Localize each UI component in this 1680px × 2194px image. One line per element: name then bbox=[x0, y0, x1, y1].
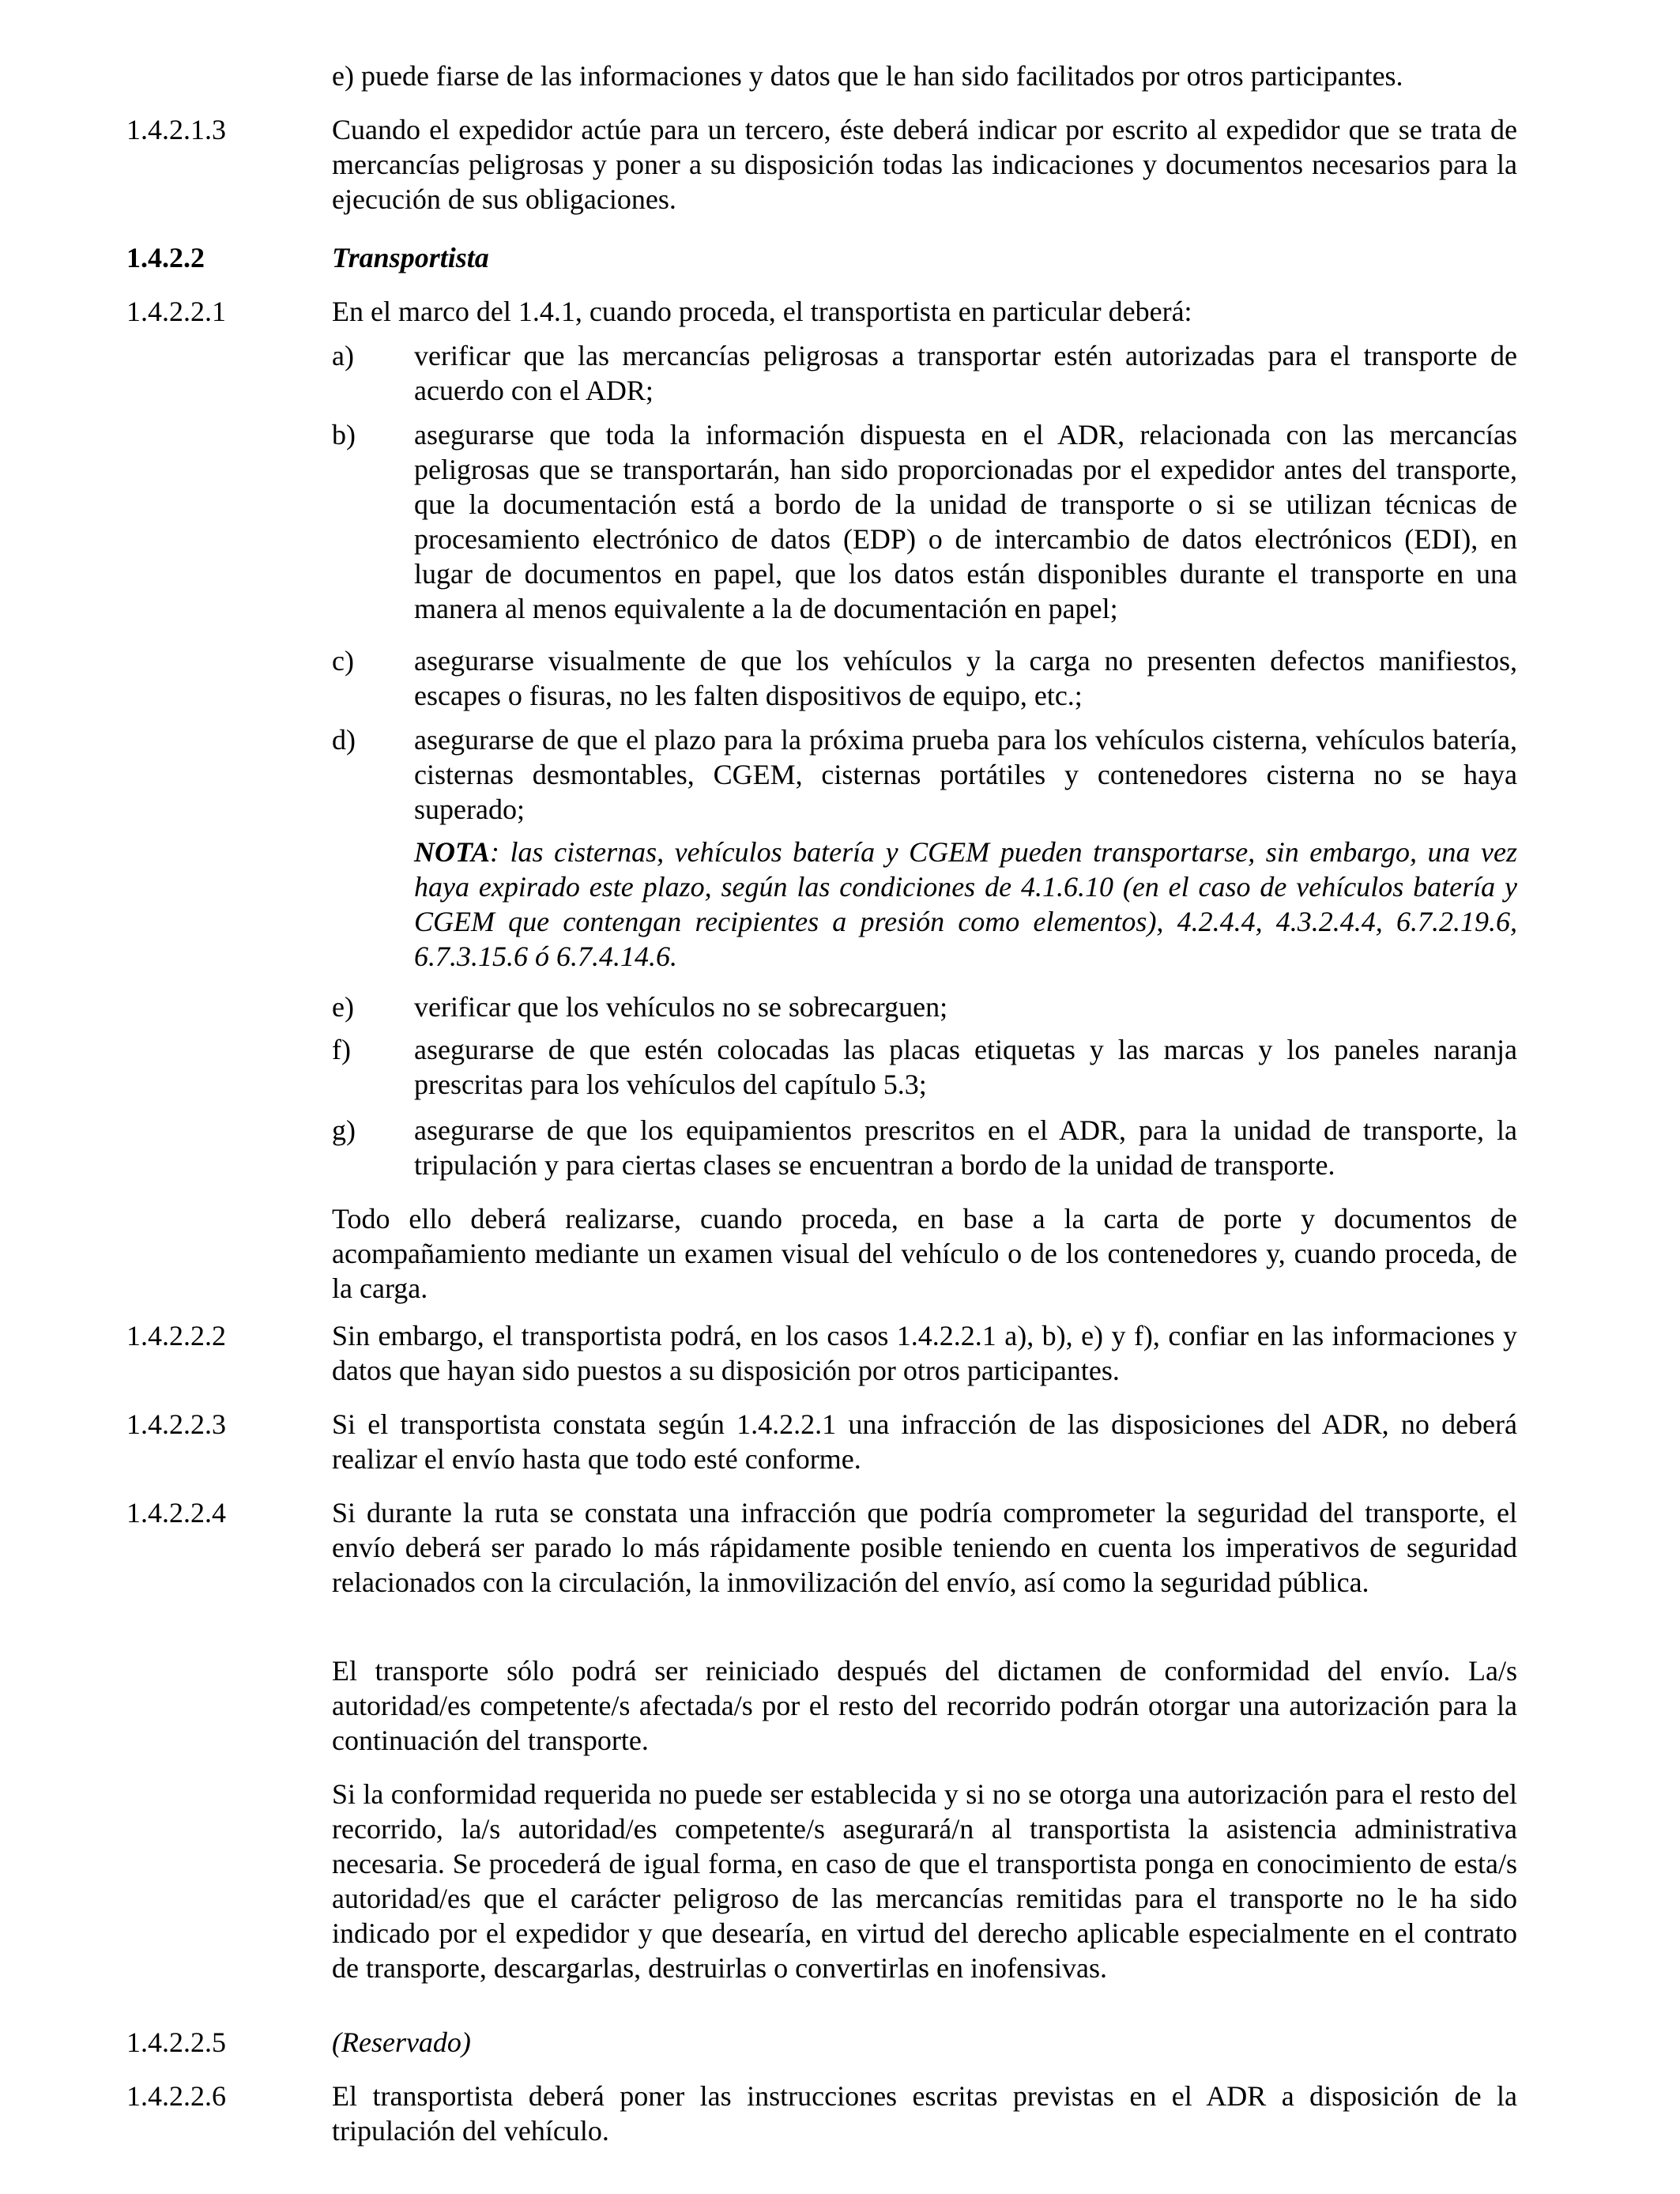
section-closing: Todo ello deberá realizarse, cuando proceda, en base a la carta de porte y documentos de acompañamiento mediante un examen visual del vehículo o de los contenedores y, cuando proceda, de la carga. bbox=[332, 1203, 1517, 1304]
list-item-text: asegurarse de que estén colocadas las placas etiquetas y las marcas y los paneles naranja prescritas para los vehículos del capítulo 5.3; bbox=[414, 1034, 1517, 1100]
section-number: 1.4.2.2.4 bbox=[126, 1497, 226, 1529]
section-text: Sin embargo, el transportista podrá, en los casos 1.4.2.2.1 a), b), e) y f), confiar en las informaciones y datos que hayan sido puestos a su disposición por otros participantes. bbox=[332, 1320, 1517, 1386]
list-item-label: g) bbox=[332, 1114, 356, 1146]
section-number: 1.4.2.2.2 bbox=[126, 1320, 226, 1351]
section-number: 1.4.2.2 bbox=[126, 242, 205, 273]
note-text: : las cisternas, vehículos batería y CGEM pueden transportarse, sin embargo, una vez haya expirado este plazo, según las condiciones de 4.1.6.10 (en el caso de vehículos batería y CGEM que contengan recipientes a presión como elementos), 4.2.4.4, 4.3.2.4.4, 6.7.2.19.6, 6.7.3.15.6 ó 6.7.4.14.6. bbox=[414, 836, 1517, 972]
section-intro: En el marco del 1.4.1, cuando proceda, el transportista en particular deberá: bbox=[332, 296, 1192, 327]
list-item-text: asegurarse que toda la información dispuesta en el ADR, relacionada con las mercancías peligrosas que se transportarán, han sido proporcionadas por el expedidor antes del transporte, que la documentación está a bordo de la unidad de transporte o si se utilizan técnicas de procesamiento electrónico de datos (EDP) o de intercambio de datos electrónicos (EDI), en lugar de documentos en papel, que los datos están disponibles durante el transporte en una manera al menos equivalente a la de documentación en papel; bbox=[414, 419, 1517, 624]
section-paragraph-1: Si durante la ruta se constata una infracción que podría comprometer la seguridad del transporte, el envío deberá ser parado lo más rápidamente posible teniendo en cuenta los imperativos de seguridad relacionados con la circulación, la inmovilización del envío, así como la seguridad pública. bbox=[332, 1497, 1517, 1598]
section-number: 1.4.2.2.6 bbox=[126, 2080, 226, 2112]
list-item-label: b) bbox=[332, 419, 356, 450]
section-number: 1.4.2.1.3 bbox=[126, 114, 226, 145]
paragraph-top-line: e) puede fiarse de las informaciones y datos que le han sido facilitados por otros participantes. bbox=[332, 60, 1403, 92]
section-paragraph-3: Si la conformidad requerida no puede ser establecida y si no se otorga una autorización para el resto del recorrido, la/s autoridad/es competente/s asegurará/n al transportista la asistencia administrativa necesaria. Se procederá de igual forma, en caso de que el transportista ponga en conocimiento de esta/s autoridad/es que el carácter peligroso de las mercancías remitidas para el transporte no le ha sido indicado por el expedidor y que desearía, en virtud del derecho aplicable especialmente en el contrato de transporte, descargarlas, destruirlas o convertirlas en inofensivas. bbox=[332, 1778, 1517, 1984]
section-number: 1.4.2.2.3 bbox=[126, 1408, 226, 1440]
section-text: El transportista deberá poner las instrucciones escritas previstas en el ADR a disposición de la tripulación del vehículo. bbox=[332, 2080, 1517, 2147]
list-item-text: asegurarse de que el plazo para la próxima prueba para los vehículos cisterna, vehículos batería, cisternas desmontables, CGEM, cisternas portátiles y contenedores cisterna no se haya superado; bbox=[414, 724, 1517, 825]
section-text: (Reservado) bbox=[332, 2026, 471, 2058]
section-number: 1.4.2.2.5 bbox=[126, 2026, 226, 2058]
section-paragraph-2: El transporte sólo podrá ser reiniciado después del dictamen de conformidad del envío. La/s autoridad/es competente/s afectada/s por el resto del recorrido podrán otorgar una autorización para la continuación del transporte. bbox=[332, 1655, 1517, 1756]
section-title: Transportista bbox=[332, 242, 489, 273]
list-item-label: d) bbox=[332, 724, 356, 756]
list-item-label: f) bbox=[332, 1034, 351, 1065]
section-number: 1.4.2.2.1 bbox=[126, 296, 226, 327]
list-item-text: asegurarse de que los equipamientos prescritos en el ADR, para la unidad de transporte, la tripulación y para ciertas clases se encuentran a bordo de la unidad de transporte. bbox=[414, 1114, 1517, 1181]
section-text: Cuando el expedidor actúe para un tercero, éste deberá indicar por escrito al expedidor que se trata de mercancías peligrosas y poner a su disposición todas las indicaciones y documentos necesarios para la ejecución de sus obligaciones. bbox=[332, 114, 1517, 215]
list-item-text: asegurarse visualmente de que los vehículos y la carga no presenten defectos manifiestos, escapes o fisuras, no les falten dispositivos de equipo, etc.; bbox=[414, 645, 1517, 711]
list-item-text: verificar que los vehículos no se sobrecarguen; bbox=[414, 991, 948, 1023]
list-item-label: a) bbox=[332, 340, 354, 371]
section-text: Si el transportista constata según 1.4.2.2.1 una infracción de las disposiciones del ADR, no deberá realizar el envío hasta que todo esté conforme. bbox=[332, 1408, 1517, 1475]
note bbox=[414, 835, 1517, 974]
note-label: NOTA bbox=[414, 836, 491, 868]
list-item-text: verificar que las mercancías peligrosas a transportar estén autorizadas para el transporte de acuerdo con el ADR; bbox=[414, 340, 1517, 406]
list-item-label: e) bbox=[332, 991, 354, 1023]
list-item-label: c) bbox=[332, 645, 354, 677]
